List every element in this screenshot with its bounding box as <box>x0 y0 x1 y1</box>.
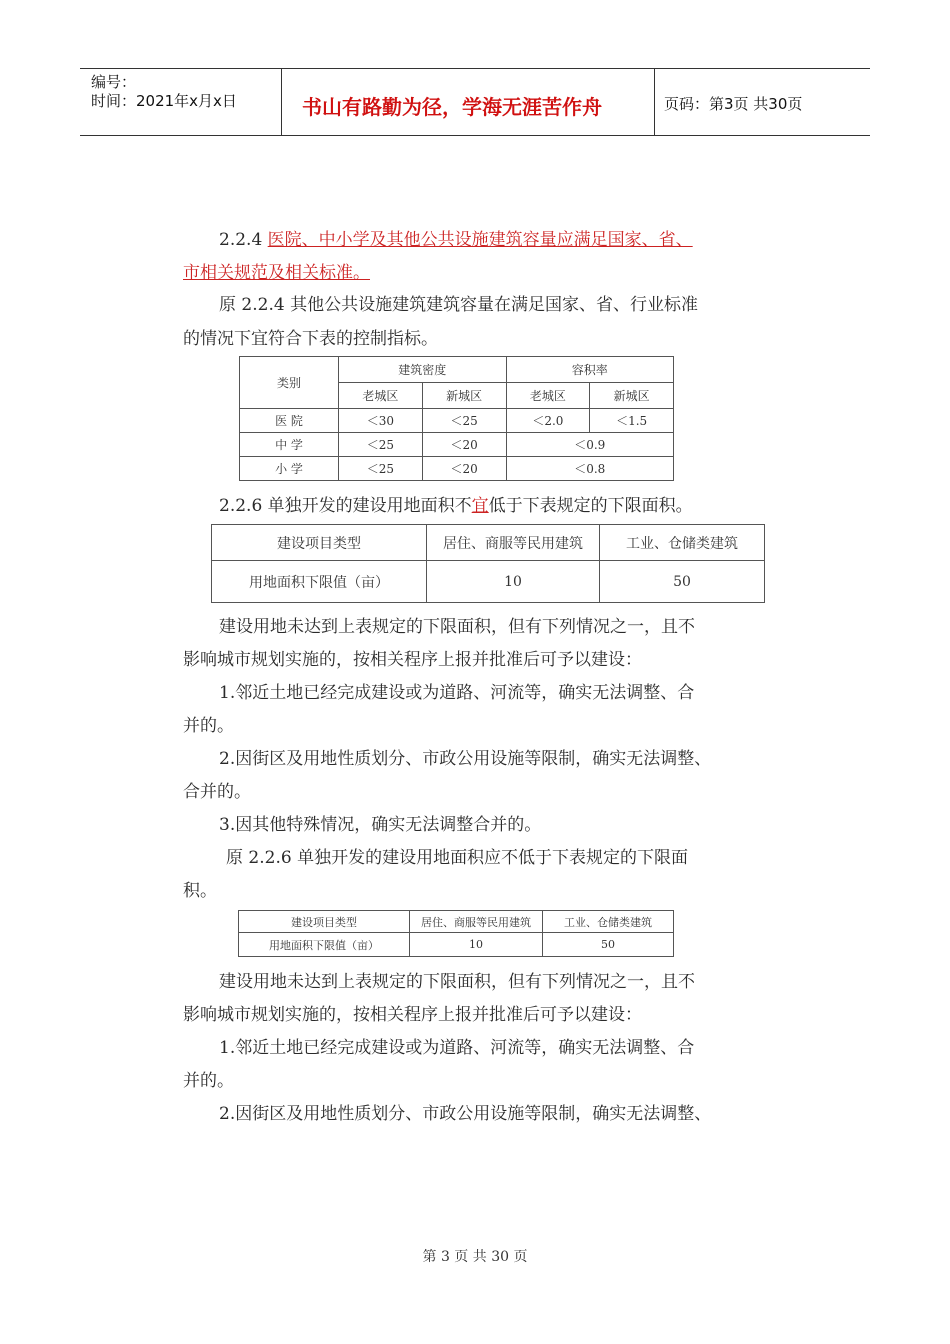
clause-224-number: 2.2.4 <box>219 230 263 250</box>
cell-value: ＜0.9 <box>506 433 674 457</box>
exception-1-line2: 并的。 <box>183 716 234 736</box>
th-industrial: 工业、仓储类建筑 <box>543 911 674 933</box>
exception-3: 3.因其他特殊情况，确实无法调整合并的。 <box>219 815 542 835</box>
cell-value: 50 <box>543 933 674 957</box>
row-name: 用地面积下限值（亩） <box>212 561 427 603</box>
row-name: 医 院 <box>240 409 339 433</box>
exception-intro-line2: 影响城市规划实施的，按相关程序上报并批准后可予以建设： <box>183 650 642 670</box>
clause-226-revised <box>219 491 693 516</box>
exception-2-line1: 2.因街区及用地性质划分、市政公用设施等限制，确实无法调整、 <box>219 749 712 769</box>
clause-224-revised-text-a: 医院、中小学及其他公共设施建筑容量应满足国家、省、 <box>267 230 693 250</box>
page-footer: 第 3 页 共 30 页 <box>422 1249 528 1265</box>
clause-226-original-line2: 积。 <box>183 881 217 901</box>
th-project-type: 建设项目类型 <box>239 911 410 933</box>
header-divider-left <box>281 68 282 136</box>
th-far: 容积率 <box>506 357 674 383</box>
header-bottom-border <box>80 135 870 136</box>
exception-2-line2: 合并的。 <box>183 782 251 802</box>
th-civil: 居住、商服等民用建筑 <box>427 525 600 561</box>
clause-226-red-word: 宜 <box>471 496 489 516</box>
header-divider-right <box>654 68 655 136</box>
th-far-new: 新城区 <box>590 383 674 409</box>
cell-value: ＜2.0 <box>506 409 590 433</box>
cell-value: 10 <box>427 561 600 603</box>
exception-intro-repeat-line2: 影响城市规划实施的，按相关程序上报并批准后可予以建设： <box>183 1005 642 1025</box>
table-row <box>239 933 674 957</box>
clause-224-revised-line1 <box>219 225 693 250</box>
cell-value: ＜25 <box>339 433 423 457</box>
th-far-old: 老城区 <box>506 383 590 409</box>
clause-226-original-line1: 原 2.2.6 单独开发的建设用地面积应不低于下表规定的下限面 <box>226 848 689 868</box>
table-row <box>240 457 674 481</box>
header-page-info: 页码：第3页 共30页 <box>664 95 803 113</box>
cell-value: 10 <box>410 933 543 957</box>
th-civil: 居住、商服等民用建筑 <box>410 911 543 933</box>
clause-224-original-line1: 原 2.2.4 其他公共设施建筑建筑容量在满足国家、省、行业标准 <box>219 295 699 315</box>
th-density: 建筑密度 <box>339 357 507 383</box>
land-area-table-original <box>238 910 674 957</box>
clause-226-text-b: 低于下表规定的下限面积。 <box>488 496 693 516</box>
cell-value: ＜20 <box>422 457 506 481</box>
th-project-type: 建设项目类型 <box>212 525 427 561</box>
clause-224-original-line2: 的情况下宜符合下表的控制指标。 <box>183 329 438 349</box>
land-area-table <box>211 524 765 603</box>
density-far-table <box>239 356 674 481</box>
header-top-border <box>80 68 870 69</box>
row-name: 中 学 <box>240 433 339 457</box>
table-row <box>240 409 674 433</box>
exception-1-repeat-line2: 并的。 <box>183 1071 234 1091</box>
exception-1-line1: 1.邻近土地已经完成建设或为道路、河流等，确实无法调整、合 <box>219 683 695 703</box>
th-category: 类别 <box>240 357 339 409</box>
exception-1-repeat-line1: 1.邻近土地已经完成建设或为道路、河流等，确实无法调整、合 <box>219 1038 695 1058</box>
cell-value: ＜25 <box>422 409 506 433</box>
exception-intro-line1: 建设用地未达到上表规定的下限面积，但有下列情况之一，且不 <box>219 617 695 637</box>
cell-value: ＜1.5 <box>590 409 674 433</box>
exception-2-repeat-line1: 2.因街区及用地性质划分、市政公用设施等限制，确实无法调整、 <box>219 1104 712 1124</box>
cell-value: ＜20 <box>422 433 506 457</box>
cell-value: 50 <box>600 561 765 603</box>
clause-224-revised-text-b: 市相关规范及相关标准。 <box>183 263 370 283</box>
cell-value: ＜30 <box>339 409 423 433</box>
clause-226-text-a: 2.2.6 单独开发的建设用地面积不 <box>219 496 472 516</box>
header-motto: 书山有路勤为径，学海无涯苦作舟 <box>302 95 602 119</box>
header-time-label: 时间：2021年x月x日 <box>91 92 237 110</box>
cell-value: ＜25 <box>339 457 423 481</box>
table-row <box>212 561 765 603</box>
row-name: 小 学 <box>240 457 339 481</box>
th-industrial: 工业、仓储类建筑 <box>600 525 765 561</box>
table-row <box>240 433 674 457</box>
exception-intro-repeat-line1: 建设用地未达到上表规定的下限面积，但有下列情况之一，且不 <box>219 972 695 992</box>
th-density-old: 老城区 <box>339 383 423 409</box>
th-density-new: 新城区 <box>422 383 506 409</box>
row-name: 用地面积下限值（亩） <box>239 933 410 957</box>
header-number-label: 编号： <box>91 73 137 91</box>
cell-value: ＜0.8 <box>506 457 674 481</box>
